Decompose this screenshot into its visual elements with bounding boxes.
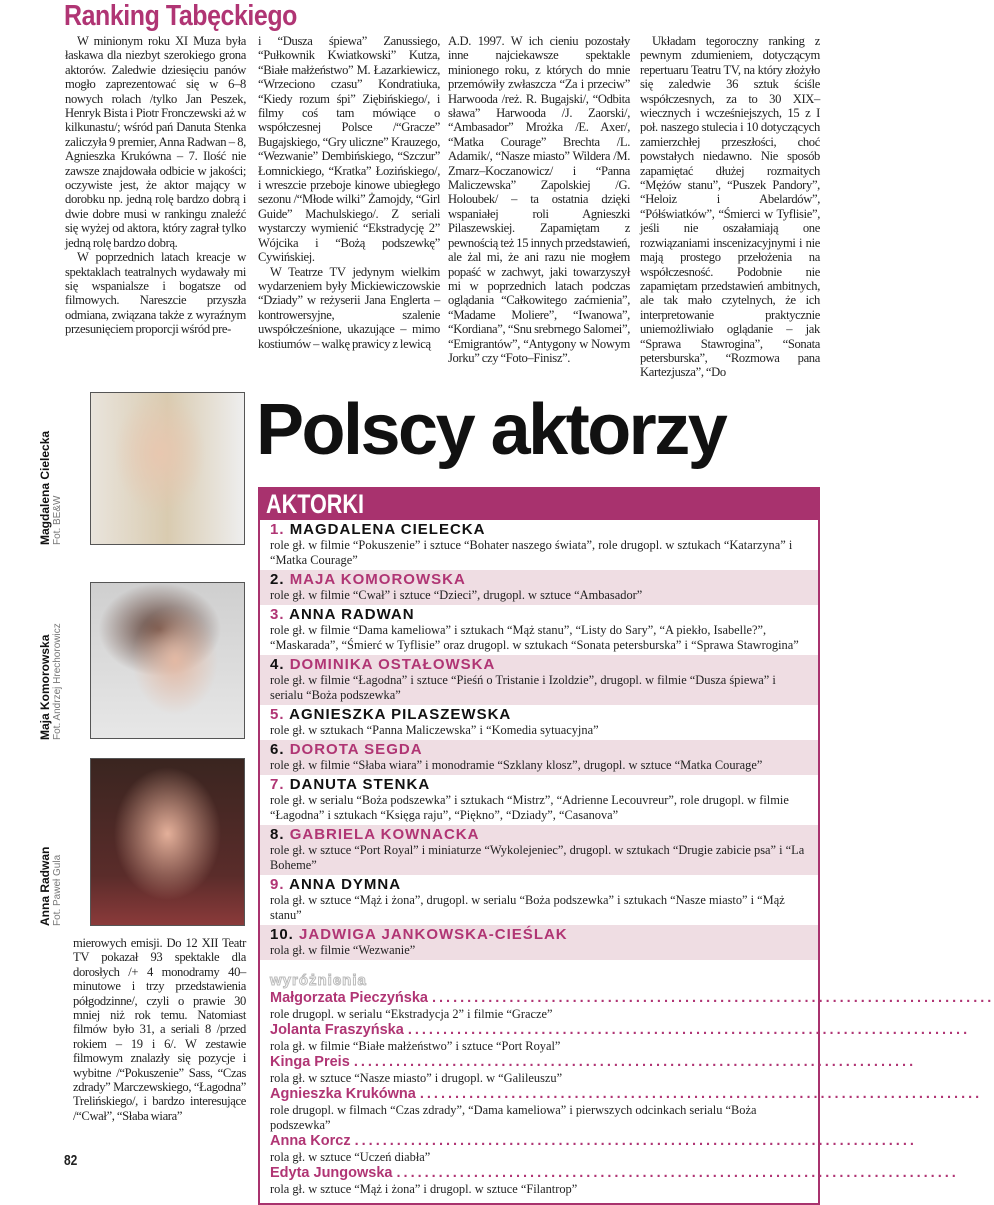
entry-description: rola gł. w filmie “Wezwanie” [270,943,416,957]
dot-leader: ................................................................................ [407,1022,971,1038]
entry-name [270,606,808,623]
dot-leader: ................................................................................ [419,1086,983,1102]
entry-rank: 3. [270,606,285,623]
honor-description: rola gł. w sztuce “Nasze miasto” i drugopl. w “Galileuszu” [270,1071,563,1085]
headline: Polscy aktorzy [256,390,726,470]
entry-actress: AGNIESZKA PILASZEWSKA [289,706,512,723]
honor-name: Anna Korcz [270,1133,351,1149]
entry-description: role gł. w filmie “Łagodna” i sztuce “Pieśń o Tristanie i Izoldzie”, drugopl. w filmie “Dusza śpiewa” i serialu “Boża podszewka” [270,673,776,702]
entry-actress: MAJA KOMOROWSKA [289,571,466,588]
ranking-entry [260,570,818,605]
honors-heading: wyróżnienia [270,972,367,989]
honor-entry [260,990,994,1022]
entry-name [270,706,808,723]
honor-description: rola gł. w sztuce “Mąż i żona” i drugopl. w sztuce “Filantrop” [270,1182,578,1196]
honor-name: Jolanta Fraszyńska [270,1022,404,1038]
text-column-bottom [73,936,246,1123]
article-title: Ranking Tabęckiego [64,0,297,32]
text-column-1 [65,34,246,337]
ranking-entry [260,705,818,740]
entry-actress: MAGDALENA CIELECKA [289,521,486,538]
paragraph: W poprzednich latach kreacje w spektaklach teatralnych wydawały mi się wspanialsze i bogatsze od filmowych. Nareszcie przyszła odmiana, związana także z wyraźnym przesunięciem proporcji wśród pre- [65,250,246,337]
photo-magdalena-cielecka [90,392,245,545]
entry-actress: JADWIGA JANKOWSKA-CIEŚLAK [299,926,568,943]
ranking-entry [260,925,818,960]
entry-actress: DOMINIKA OSTAŁOWSKA [289,656,496,673]
entry-name [270,876,808,893]
honor-name: Małgorzata Pieczyńska [270,990,428,1006]
entry-rank: 2. [270,571,285,588]
entry-description: role gł. w filmie “Słaba wiara” i monodramie “Szklany klosz”, drugopl. w sztuce “Matka Courage” [270,758,763,772]
honor-name: Agnieszka Krukówna [270,1086,416,1102]
honor-description: role drugopl. w filmach “Czas zdrady”, “Dama kameliowa” i pierwszych odcinkach serialu “Boża podszewka” [270,1103,757,1132]
ranking-entry [260,875,818,925]
ranking-entry [260,605,818,655]
honor-name: Edyta Jungowska [270,1165,393,1181]
ranking-entry [260,825,818,875]
entry-rank: 10. [270,926,294,943]
text-column-3 [448,34,630,365]
ranking-entry [260,520,818,570]
photo-maja-komorowska [90,582,245,739]
entry-name [270,926,808,943]
honor-entry [260,1133,917,1165]
entry-name [270,656,808,673]
entry-rank: 8. [270,826,285,843]
entry-name [270,826,808,843]
entry-actress: GABRIELA KOWNACKA [289,826,480,843]
entry-rank: 6. [270,741,285,758]
ranking-box [258,487,994,1205]
entry-description: role gł. w filmie “Pokuszenie” i sztuce “Bohater naszego świata”, role drugopl. w sztukach “Katarzyna” i “Matka Courage” [270,538,793,567]
entry-description: role gł. w sztukach “Panna Maliczewska” i “Komedia sytuacyjna” [270,723,599,737]
entry-actress: ANNA DYMNA [289,876,402,893]
text-column-4 [640,34,820,380]
honor-description: rola gł. w sztuce “Uczeń diabła” [270,1150,431,1164]
dot-leader: ................................................................................ [353,1054,917,1070]
entry-name [270,741,808,758]
entry-actress: DANUTA STENKA [289,776,431,793]
honor-description: role drugopl. w serialu “Ekstradycja 2” i filmie “Gracze” [270,1007,553,1021]
entry-rank: 5. [270,706,285,723]
entry-actress: ANNA RADWAN [289,606,415,623]
entry-description: role gł. w serialu “Boża podszewka” i sztukach “Mistrz”, “Adrienne Lecouvreur”, role drugopl. w filmie “Łagodna” i sztukach “Księga raju”, “Piękno”, “Dziady”, “Casanova” [270,793,789,822]
entry-description: role gł. w filmie “Dama kameliowa” i sztukach “Mąż stanu”, “Listy do Sary”, “A piekło, Isabelle?”, “Maskarada”, “Śmierć w Tyflisie” oraz drugopl. w sztukach “Sonata petersburska” i “Sprawa Stawrogina” [270,623,799,652]
honor-entry [260,1054,917,1086]
entry-name [270,776,808,793]
photo-caption: Maja Komorowska Fot. Andrzej Hrechorowicz [38,623,63,740]
ranking-entry [260,775,818,825]
entry-description: role gł. w sztuce “Port Royal” i miniaturze “Wykolejeniec”, drugopl. w sztukach “Drugie zabicie psa” i “La Boheme” [270,843,805,872]
entry-rank: 9. [270,876,285,893]
entry-rank: 1. [270,521,285,538]
dot-leader: ................................................................................ [432,990,994,1006]
entry-name [270,571,808,588]
photo-anna-radwan [90,758,245,926]
paragraph: W minionym roku XI Muza była łaskawa dla niezbyt szerokiego grona aktorów. Zaledwie dziesięciu panów mogło zaprezentować się w 6–8 nowych rolach /tylko Jan Peszek, Henryk Bista i Piotr Fronczewski aż w kilkunastu/; wśród pań Danuta Stenka zaliczyła 9 premier, Anna Radwan – 8, Agnieszka Krukówna – 7. Ilość nie zawsze znajdowała odbicie w jakości; oczywiste jest, że aktor mający w dorobku np. jedną rolę bardzo dobrą i dwie dobre musi w rankingu znaleźć się wyżej od aktora, który zagrał tylko jedną rolę bardzo dobrą. [65,34,246,250]
entry-rank: 7. [270,776,285,793]
ranking-heading: AKTORKI [260,489,818,520]
entry-name [270,521,808,538]
ranking-entry [260,740,818,775]
paragraph: Układam tegoroczny ranking z pewnym zdumieniem, dotyczącym repertuaru Teatru TV, na który złożyło się zaledwie 36 sztuk ściśle współczesnych, za to 30 XIX–wiecznych i wcześniejszych, 15 z I poł. naszego stulecia i 10 dotyczących zamierzchłej przeszłości, choć powstałych niedawno. Nie sposób zapamiętać dłużej rozmaitych “Mężów stanu”, “Puszek Pandory”, “Heloiz i Abelardów”, “Półświatków”, “Śmierci w Tyflisie”, jeśli nie oszałamiają one rozwiązaniami inscenizacyjnymi i nie mają prostego przełożenia na współczesność. Podobnie nie zapamiętam przedstawień ambitnych, ale tak mało czytelnych, że ich interpretowanie praktycznie uniemożliwiało oglądanie – jak “Sprawa Stawrogina”, “Sonata petersburska”, “Rozmowa pana Kartezjusza”, “Do [640,34,820,380]
honor-entry [260,1022,971,1054]
paragraph: W Teatrze TV jedynym wielkim wydarzeniem były Mickiewiczowskie “Dziady” w reżyserii Jana Englerta – kontrowersyjne, szalenie uwspółcześnione, ukazujące – mimo kostiumów – walkę prawicy z lewicą [258,264,440,351]
honor-entry [260,1165,959,1197]
dot-leader: ................................................................................ [354,1133,917,1149]
entry-description: role gł. w filmie “Cwał” i sztuce “Dzieci”, drugopl. w sztuce “Ambasador” [270,588,643,602]
entry-rank: 4. [270,656,285,673]
paragraph: A.D. 1997. W ich cieniu pozostały inne najciekawsze spektakle minionego roku, z których do mnie przemówiły zwłaszcza “Za i przeciw” Harwooda /reż. R. Bugajski/, “Odbita sława” Harwooda /J. Zaorski/, “Ambasador” Mrożka /E. Axer/, “Matka Courage” Brechta /L. Adamik/, “Nasze miasto” Wildera /M. Zmarz–Koczanowicz/ i “Panna Maliczewska” Zapolskiej /G. Holoubek/ – ta ostatnia dzięki wspaniałej roli Agnieszki Pilaszewskiej. Zapamiętam z pewnością też 15 innych przedstawień, ale żal mi, że ani razu nie mogłem popaść w zachwyt, jaki towarzyszył mi w poprzednich latach podczas oglądania “Całkowitego zaćmienia”, “Madame Moliere”, “Iwanowa”, “Kordiana”, “Snu srebrnego Salomei”, “Emigrantów”, “Antygony w Nowym Jorku” czy “Foto–Finisz”. [448,34,630,365]
honor-description: rola gł. w filmie “Białe małżeństwo” i sztuce “Port Royal” [270,1039,561,1053]
honor-name: Kinga Preis [270,1054,350,1070]
dot-leader: ................................................................................ [396,1165,959,1181]
photo-caption: Magdalena Cielecka Fot. BE&W [38,430,63,545]
paragraph: i “Dusza śpiewa” Zanussiego, “Pułkownik Kwiatkowski” Kutza, “Białe małżeństwo” M. Łazarkiewicz, “Wrzeciono czasu” Kondratiuka, “Kiedy rozum śpi” Ziębińskiego/, i filmy coś tam mówiące o współczesnej Polsce /“Gracze” Bugajskiego, “Gry uliczne” Krauzego, “Wezwanie” Dembińskiego, “Szczur” Łomnickiego, “Kratka” Łozińskiego/, i wreszcie przeboje kinowe ubiegłego sezonu /“Młode wilki” Żamojdy, “Girl Guide” Machulskiego/. Z seriali wystarczy wymienić “Ekstradycję 2” Wójcika i “Bożą podszewkę” Cywińskiej. [258,34,440,265]
paragraph: mierowych emisji. Do 12 XII Teatr TV pokazał 93 spektakle dla dorosłych /+ 4 monodramy 40–minutowe i trzy przedstawienia półgodzinne/, czyli o prawie 30 mniej niż rok temu. Natomiast filmów było 31, a seriali 8 /przed rokiem – 19 i 6/. W zestawie filmowym znalazły się pozycje i wybitne /“Pokuszenie” Sass, “Czas zdrady” Marczewskiego, “Łagodna” Trelińskiego/, i bardzo interesujące /“Cwał”, “Słaba wiara” [73,936,246,1123]
ranking-entry [260,655,818,705]
entry-description: rola gł. w sztuce “Mąż i żona”, drugopl. w serialu “Boża podszewka” i sztukach “Nasze miasto” i “Mąż stanu” [270,893,785,922]
page-number: 82 [64,1152,78,1169]
entry-actress: DOROTA SEGDA [289,741,423,758]
photo-caption: Anna Radwan Fot. Paweł Gula [38,846,63,926]
text-column-2 [258,34,440,351]
honor-entry [260,1086,983,1133]
